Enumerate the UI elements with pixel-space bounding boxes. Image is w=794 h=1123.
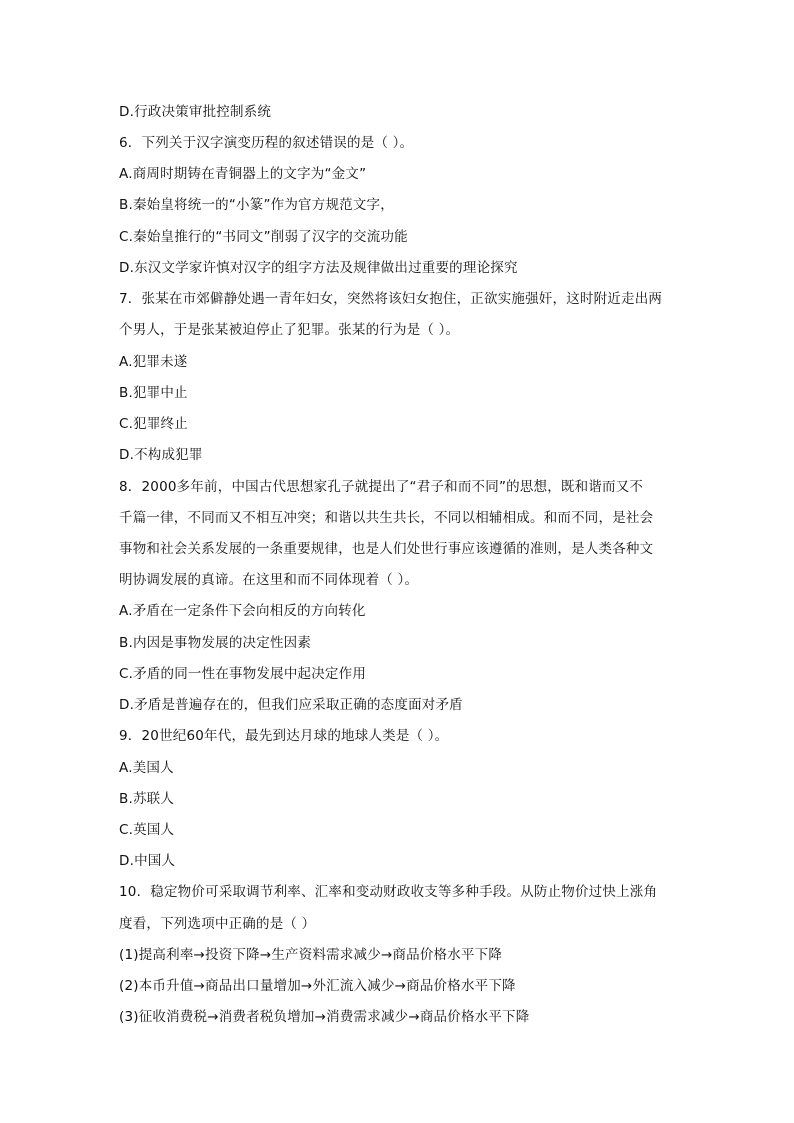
option-8c: C.矛盾的同一性在事物发展中起决定作用 <box>119 666 367 682</box>
option-9a: A.美国人 <box>119 760 174 776</box>
option-7a: A.犯罪未遂 <box>119 354 188 370</box>
option-6a: A.商周时期铸在青铜器上的文字为“金文” <box>119 166 367 182</box>
question-6: 6．下列关于汉字演变历程的叙述错误的是（ ）。 <box>119 135 414 151</box>
question-10-line-1: 10．稳定物价可采取调节利率、汇率和变动财政收支等多种手段。从防止物价过快上涨角 <box>119 884 658 900</box>
option-7b: B.犯罪中止 <box>119 385 188 401</box>
option-8d: D.矛盾是普遍存在的，但我们应采取正确的态度面对矛盾 <box>119 697 463 713</box>
question-7-line-1: 7．张某在市郊僻静处遇一青年妇女，突然将该妇女抱住，正欲实施强奸，这时附近走出两 <box>119 291 663 307</box>
statement-10-1: (1)提高利率→投资下降→生产资料需求减少→商品价格水平下降 <box>119 947 503 963</box>
option-9d: D.中国人 <box>119 853 176 869</box>
option-6b: B.秦始皇将统一的“小篆”作为官方规范文字， <box>119 197 394 213</box>
question-8-line-1: 8．2000多年前，中国古代思想家孔子就提出了“君子和而不同”的思想，既和谐而又不 <box>119 479 644 495</box>
option-5d: D.行政决策审批控制系统 <box>119 104 272 120</box>
question-9: 9．20世纪60年代，最先到达月球的地球人类是（ ）。 <box>119 728 449 744</box>
option-6d: D.东汉文学家许慎对汉字的组字方法及规律做出过重要的理论探究 <box>119 260 518 276</box>
question-8-line-4: 明协调发展的真谛。在这里和而不同体现着（ ）。 <box>119 572 419 588</box>
statement-10-2: (2)本币升值→商品出口量增加→外汇流入减少→商品价格水平下降 <box>119 978 516 994</box>
question-10-line-2: 度看，下列选项中正确的是（ ） <box>119 916 316 932</box>
question-8-line-2: 千篇一律，不同而又不相互冲突；和谐以共生共长，不同以相辅相成。和而不同，是社会 <box>119 510 654 526</box>
option-8b: B.内因是事物发展的决定性因素 <box>119 635 312 651</box>
option-6c: C.秦始皇推行的“书同文”削弱了汉字的交流功能 <box>119 229 408 245</box>
option-9c: C.英国人 <box>119 822 175 838</box>
option-7c: C.犯罪终止 <box>119 416 188 432</box>
option-7d: D.不构成犯罪 <box>119 447 203 463</box>
question-7-line-2: 个男人，于是张某被迫停止了犯罪。张某的行为是（ ）。 <box>119 322 460 338</box>
option-9b: B.苏联人 <box>119 791 175 807</box>
statement-10-3: (3)征收消费税→消费者税负增加→消费需求减少→商品价格水平下降 <box>119 1009 530 1025</box>
option-8a: A.矛盾在一定条件下会向相反的方向转化 <box>119 603 366 619</box>
question-8-line-3: 事物和社会关系发展的一条重要规律，也是人们处世行事应该遵循的准则，是人类各种文 <box>119 541 654 557</box>
